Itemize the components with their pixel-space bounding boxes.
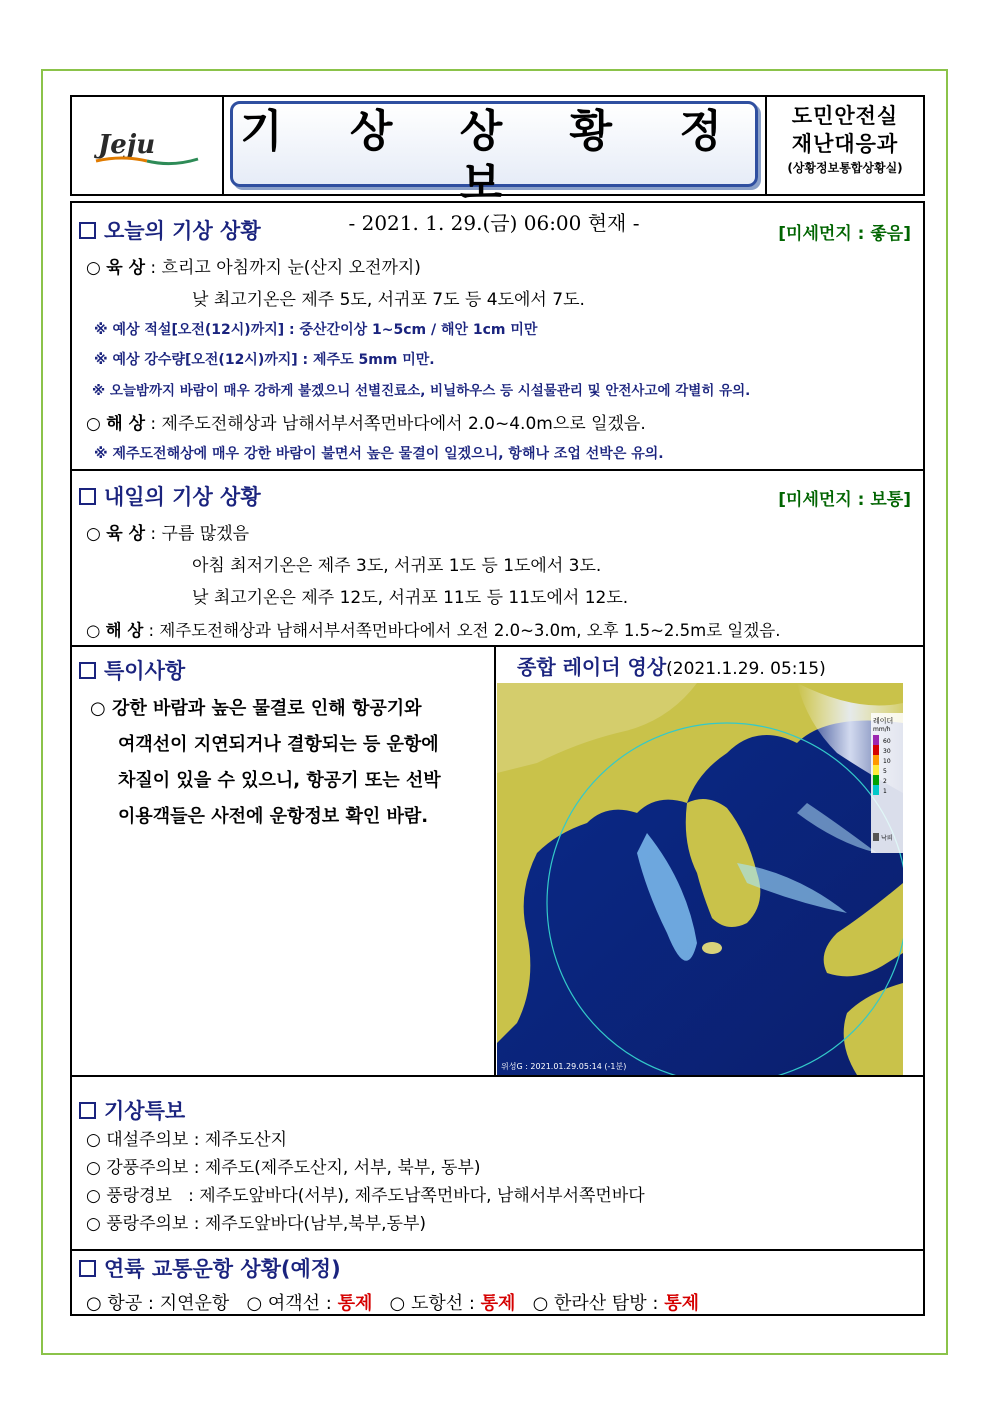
checkbox-icon [79,662,96,679]
air-status: 지연운항 [159,1293,230,1314]
warning-line-4: ○ 풍랑주의보 : 제주도앞바다(남부,북부,동부) [86,1214,427,1234]
today-land-line: ○ 육 상 : 흐리고 아침까지 눈(산지 오전까지) [86,258,421,278]
ferry-label: ○ 여객선 : [246,1293,338,1314]
tomorrow-max-temp: 낮 최고기온은 제주 12도, 서귀포 11도 등 11도에서 12도. [192,588,629,608]
checkbox-icon [79,1260,96,1277]
special-section-title: 특이사항 [79,655,185,685]
today-wind-note: ※ 오늘밤까지 바람이 매우 강하게 불겠으니 선별진료소, 비닐하우스 등 시설물관리 및 안전사고에 각별히 유의. [92,383,751,399]
title-box [230,101,758,235]
today-land-temp: 낮 최고기온은 제주 5도, 서귀포 7도 등 4도에서 7도. [192,290,585,310]
island-ferry-label: ○ 도항선 : [389,1293,481,1314]
traffic-status-line [86,1289,699,1315]
logo-cell [72,97,224,194]
department-line1: 도민안전실 [791,104,899,128]
today-sea-note: ※ 제주도전해상에 매우 강한 바람이 불면서 높은 물결이 일겠으니, 항해나 조업 선박은 유의. [94,446,664,462]
logo-text: Jeju [98,130,156,160]
divider [72,1249,923,1251]
tomorrow-sea-line: ○ 해 상 : 제주도전해상과 남해서부서쪽먼바다에서 오전 2.0~3.0m, 오후 1.5~2.5m로 일겠음. [86,621,781,640]
divider-vertical [494,645,496,1075]
svg-text:레이더: 레이더 [873,717,894,725]
special-text-2: 여객선이 지연되거나 결항되는 등 운항에 [118,734,439,755]
tomorrow-land-line: ○ 육 상 : 구름 많겠음 [86,524,250,544]
tomorrow-section-title: 내일의 기상 상황 [79,481,261,511]
air-label: ○ 항공 : [86,1293,160,1314]
report-datetime: - 2021. 1. 29.(금) 06:00 현재 - [348,211,640,235]
today-snow-note: ※ 예상 적설[오전(12시)까지] : 중산간이상 1~5cm / 해안 1cm 미만 [94,322,538,338]
main-body [70,201,925,1316]
divider [72,469,923,471]
warnings-section-title: 기상특보 [79,1095,185,1125]
radar-image [497,683,903,1075]
warning-line-2: ○ 강풍주의보 : 제주도(제주도산지, 서부, 북부, 동부) [86,1158,481,1178]
page-title: 기 상 상 황 정 보 [240,106,748,209]
svg-text:2: 2 [883,778,887,785]
hallasan-label: ○ 한라산 탐방 : [532,1293,665,1314]
svg-text:10: 10 [883,758,891,765]
department-line2: 재난대응과 [791,132,899,156]
hallasan-status: 통제 [664,1293,699,1314]
checkbox-icon [79,488,96,505]
divider [72,645,923,647]
today-section-title: 오늘의 기상 상황 [79,215,261,245]
today-rain-note: ※ 예상 강수량[오전(12시)까지] : 제주도 5mm 미만. [94,352,435,368]
special-text-1: ○ 강한 바람과 높은 물결로 인해 항공기와 [90,698,422,719]
checkbox-icon [79,1102,96,1119]
svg-text:5: 5 [883,768,887,775]
department-line3: (상황정보통합상황실) [787,161,903,175]
svg-text:60: 60 [883,738,891,745]
svg-text:1: 1 [883,788,887,795]
svg-text:낙뢰: 낙뢰 [881,835,893,842]
today-sea-line: ○ 해 상 : 제주도전해상과 남해서부서쪽먼바다에서 2.0~4.0m으로 일겠음. [86,414,646,434]
traffic-section-title: 연륙 교통운항 상황(예정) [79,1253,341,1283]
department-cell [765,97,923,194]
tomorrow-min-temp: 아침 최저기온은 제주 3도, 서귀포 1도 등 1도에서 3도. [192,556,602,576]
ferry-status: 통제 [337,1293,373,1314]
svg-text:mm/h: mm/h [873,726,891,733]
svg-text:30: 30 [883,748,891,755]
warning-line-3: ○ 풍랑경보 : 제주도앞바다(서부), 제주도남쪽먼바다, 남해서부서쪽먼바다 [86,1186,645,1206]
warning-line-1: ○ 대설주의보 : 제주도산지 [86,1130,287,1150]
svg-text:위성G : 2021.01.29.05:14 (-1분): 위성G : 2021.01.29.05:14 (-1분) [501,1062,627,1071]
tomorrow-dust-badge: [미세먼지 : 보통] [778,490,911,510]
special-text-3: 차질이 있을 수 있으니, 항공기 또는 선박 [118,770,441,791]
jeju-logo-icon [92,123,202,171]
today-dust-badge: [미세먼지 : 좋음] [778,224,911,244]
divider [72,1075,923,1077]
island-ferry-status: 통제 [480,1293,516,1314]
special-text-4: 이용객들은 사전에 운항정보 확인 바람. [118,806,429,827]
radar-title: 종합 레이더 영상(2021.1.29. 05:15) [517,655,826,679]
checkbox-icon [79,222,96,239]
